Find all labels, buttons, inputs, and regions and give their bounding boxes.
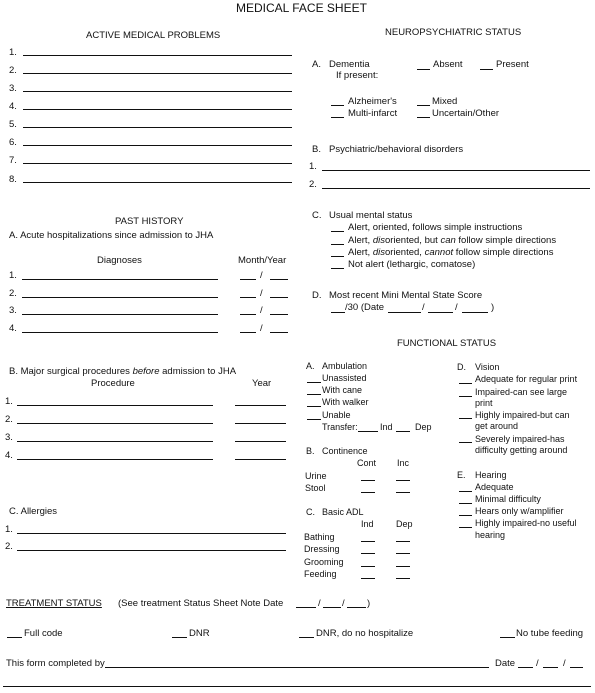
amb-walker-label: With walker bbox=[322, 397, 369, 407]
hearing-opt3-check[interactable] bbox=[459, 515, 472, 516]
active-problems-heading: ACTIVE MEDICAL PROBLEMS bbox=[86, 30, 221, 41]
mmse-letter: D. bbox=[312, 290, 322, 301]
hospitalizations-label: A. Acute hospitalizations since admission to JHA bbox=[9, 230, 214, 241]
present-label: Present bbox=[496, 59, 529, 70]
problem-number: 4. bbox=[9, 101, 17, 112]
dressing-dep-check[interactable] bbox=[396, 553, 410, 554]
inc-column-header: Inc bbox=[397, 458, 410, 468]
urine-cont-check[interactable] bbox=[361, 480, 375, 481]
row-number: 4. bbox=[9, 323, 17, 334]
stool-cont-check[interactable] bbox=[361, 492, 375, 493]
vision-opt3-label-cont: get around bbox=[475, 421, 519, 431]
problem-line-6[interactable] bbox=[23, 145, 292, 146]
mental-opt4-label: Not alert (lethargic, comatose) bbox=[348, 259, 476, 270]
procedure-line-3[interactable] bbox=[17, 441, 213, 442]
dnr-check[interactable] bbox=[172, 637, 187, 638]
hearing-opt1-check[interactable] bbox=[459, 491, 472, 492]
no-tube-feeding-check[interactable] bbox=[500, 637, 515, 638]
row-number: 2. bbox=[5, 414, 13, 425]
amb-unable-label: Unable bbox=[322, 410, 351, 420]
year-line-4[interactable] bbox=[270, 332, 288, 333]
hearing-opt2-label: Minimal difficulty bbox=[475, 494, 541, 504]
vision-opt3-check[interactable] bbox=[459, 418, 472, 419]
transfer-ind-label: Ind bbox=[380, 422, 393, 432]
surgery-year-line-1[interactable] bbox=[235, 405, 286, 406]
absent-check[interactable] bbox=[417, 69, 430, 70]
hearing-opt1-label: Adequate bbox=[475, 482, 514, 492]
treatment-month-field[interactable] bbox=[296, 607, 316, 608]
treatment-year-field[interactable] bbox=[347, 607, 366, 608]
close-paren: ) bbox=[367, 598, 371, 609]
year-line-2[interactable] bbox=[270, 297, 288, 298]
problem-number: 8. bbox=[9, 174, 17, 185]
month-line-4[interactable] bbox=[240, 332, 256, 333]
problem-number: 2. bbox=[9, 65, 17, 76]
transfer-dep-field[interactable] bbox=[396, 431, 410, 432]
footer-month-field[interactable] bbox=[518, 667, 533, 668]
allergy-number: 1. bbox=[5, 524, 13, 535]
vision-opt2-check[interactable] bbox=[459, 396, 472, 397]
mixed-label: Mixed bbox=[432, 96, 458, 107]
psych-line-1[interactable] bbox=[322, 170, 590, 171]
continence-label: Continence bbox=[322, 446, 368, 456]
grooming-dep-check[interactable] bbox=[396, 566, 410, 567]
completed-by-field[interactable] bbox=[105, 667, 489, 668]
procedure-line-2[interactable] bbox=[17, 423, 213, 424]
mental-opt4-check[interactable] bbox=[331, 268, 344, 269]
row-number: 3. bbox=[5, 432, 13, 443]
treatment-day-field[interactable] bbox=[323, 607, 341, 608]
row-number: 4. bbox=[5, 450, 13, 461]
mixed-check[interactable] bbox=[417, 105, 430, 106]
urine-inc-check[interactable] bbox=[396, 480, 410, 481]
absent-label: Absent bbox=[433, 59, 463, 70]
year-line-3[interactable] bbox=[270, 314, 288, 315]
problem-number: 5. bbox=[9, 119, 17, 130]
alzheimers-check[interactable] bbox=[331, 105, 344, 106]
month-line-1[interactable] bbox=[240, 279, 256, 280]
hearing-opt2-check[interactable] bbox=[459, 503, 472, 504]
mental-opt2-check[interactable] bbox=[331, 244, 344, 245]
feeding-dep-check[interactable] bbox=[396, 578, 410, 579]
if-present-label: If present: bbox=[336, 70, 379, 81]
mmse-day-field[interactable] bbox=[428, 312, 453, 313]
ambulation-letter: A. bbox=[306, 361, 315, 371]
allergy-number: 2. bbox=[5, 541, 13, 552]
mmse-year-field[interactable] bbox=[462, 312, 488, 313]
month-line-3[interactable] bbox=[240, 314, 256, 315]
completed-by-label: This form completed by bbox=[6, 658, 105, 669]
full-code-label: Full code bbox=[24, 628, 63, 639]
hearing-letter: E. bbox=[457, 470, 466, 480]
psych-line-2[interactable] bbox=[322, 188, 590, 189]
amb-unassisted-label: Unassisted bbox=[322, 373, 367, 383]
dementia-letter: A. bbox=[312, 59, 321, 70]
problem-number: 6. bbox=[9, 137, 17, 148]
vision-opt2-label-cont: print bbox=[475, 398, 493, 408]
present-check[interactable] bbox=[480, 69, 493, 70]
date-slash: / bbox=[422, 302, 425, 313]
past-history-heading: PAST HISTORY bbox=[115, 216, 184, 227]
page-title: MEDICAL FACE SHEET bbox=[236, 1, 367, 15]
problem-line-8[interactable] bbox=[23, 182, 292, 183]
continence-letter: B. bbox=[306, 446, 315, 456]
diagnoses-column-header: Diagnoses bbox=[97, 255, 142, 266]
hearing-opt4-check[interactable] bbox=[459, 527, 472, 528]
surgery-year-line-4[interactable] bbox=[235, 459, 286, 460]
date-slash: / bbox=[342, 598, 345, 609]
full-code-check[interactable] bbox=[7, 637, 22, 638]
adl-label: Basic ADL bbox=[322, 507, 364, 517]
diagnosis-line-1[interactable] bbox=[22, 279, 218, 280]
psych-label: Psychiatric/behavioral disorders bbox=[329, 144, 464, 155]
date-slash: / bbox=[260, 270, 263, 281]
adl-item-label: Feeding bbox=[304, 569, 337, 579]
neuro-heading: NEUROPSYCHIATRIC STATUS bbox=[385, 27, 522, 38]
adl-item-label: Grooming bbox=[304, 557, 344, 567]
vision-opt4-label-cont: difficulty getting around bbox=[475, 445, 568, 455]
problem-line-1[interactable] bbox=[23, 55, 292, 56]
vision-opt1-check[interactable] bbox=[459, 383, 472, 384]
diagnosis-line-2[interactable] bbox=[22, 297, 218, 298]
vision-letter: D. bbox=[457, 362, 466, 372]
date-slash: / bbox=[260, 305, 263, 316]
amb-transfer-label: Transfer: bbox=[322, 422, 358, 432]
dementia-label: Dementia bbox=[329, 59, 370, 70]
allergies-label: C. Allergies bbox=[9, 506, 58, 517]
amb-cane-label: With cane bbox=[322, 385, 363, 395]
surgery-year-line-3[interactable] bbox=[235, 441, 286, 442]
row-number: 2. bbox=[9, 288, 17, 299]
feeding-ind-check[interactable] bbox=[361, 578, 375, 579]
uncertain-check[interactable] bbox=[417, 117, 430, 118]
mental-status-letter: C. bbox=[312, 210, 322, 221]
hearing-opt4-label-cont: hearing bbox=[475, 530, 506, 540]
vision-label: Vision bbox=[475, 362, 500, 372]
dnr-no-hospitalize-label: DNR, do no hospitalize bbox=[316, 628, 414, 639]
multi-infarct-check[interactable] bbox=[331, 117, 344, 118]
mmse-month-field[interactable] bbox=[388, 312, 421, 313]
treatment-status-label: TREATMENT STATUS bbox=[6, 598, 102, 609]
mental-opt3-label: Alert, disoriented, cannot follow simple directions bbox=[348, 247, 554, 258]
surgical-label: B. Major surgical procedures before admission to JHA bbox=[9, 366, 237, 377]
amb-cane-check[interactable] bbox=[307, 394, 321, 395]
amb-unassisted-check[interactable] bbox=[307, 382, 321, 383]
problem-number: 7. bbox=[9, 155, 17, 166]
dnr-label: DNR bbox=[189, 628, 210, 639]
diagnosis-line-3[interactable] bbox=[22, 314, 218, 315]
problem-line-2[interactable] bbox=[23, 73, 292, 74]
transfer-dep-label: Dep bbox=[415, 422, 432, 432]
amb-walker-check[interactable] bbox=[307, 406, 321, 407]
bathing-dep-check[interactable] bbox=[396, 541, 410, 542]
year-column-header: Year bbox=[252, 378, 272, 389]
adl-ind-header: Ind bbox=[361, 519, 374, 529]
alzheimers-label: Alzheimer's bbox=[348, 96, 397, 107]
ambulation-label: Ambulation bbox=[322, 361, 368, 371]
allergy-line-1[interactable] bbox=[17, 533, 286, 534]
psych-letter: B. bbox=[312, 144, 321, 155]
procedure-column-header: Procedure bbox=[91, 378, 135, 389]
adl-item-label: Dressing bbox=[304, 544, 340, 554]
problem-line-5[interactable] bbox=[23, 127, 292, 128]
mental-opt2-label: Alert, disoriented, but can follow simple directions bbox=[348, 235, 557, 246]
mmse-score-suffix: /30 (Date bbox=[345, 302, 385, 313]
grooming-ind-check[interactable] bbox=[361, 566, 375, 567]
date-slash: / bbox=[260, 288, 263, 299]
problem-line-7[interactable] bbox=[23, 163, 292, 164]
problem-number: 1. bbox=[9, 47, 17, 58]
psych-number: 1. bbox=[309, 161, 317, 172]
stool-label: Stool bbox=[305, 483, 326, 493]
hearing-label: Hearing bbox=[475, 470, 507, 480]
allergy-line-2[interactable] bbox=[17, 550, 286, 551]
procedure-line-4[interactable] bbox=[17, 459, 213, 460]
dressing-ind-check[interactable] bbox=[361, 553, 375, 554]
footer-year-field[interactable] bbox=[570, 667, 583, 668]
date-slash: / bbox=[260, 323, 263, 334]
vision-opt3-label: Highly impaired-but can bbox=[475, 410, 570, 420]
mental-opt3-check[interactable] bbox=[331, 256, 344, 257]
month-line-2[interactable] bbox=[240, 297, 256, 298]
row-number: 1. bbox=[9, 270, 17, 281]
transfer-ind-field[interactable] bbox=[358, 431, 378, 432]
procedure-line-1[interactable] bbox=[17, 405, 213, 406]
close-paren: ) bbox=[491, 302, 495, 313]
mmse-label: Most recent Mini Mental State Score bbox=[329, 290, 483, 301]
date-slash: / bbox=[318, 598, 321, 609]
dnr-no-hospitalize-check[interactable] bbox=[299, 637, 314, 638]
functional-heading: FUNCTIONAL STATUS bbox=[397, 338, 497, 349]
adl-item-label: Bathing bbox=[304, 532, 335, 542]
date-slash: / bbox=[455, 302, 458, 313]
multi-infarct-label: Multi-infarct bbox=[348, 108, 398, 119]
mental-opt1-label: Alert, oriented, follows simple instructions bbox=[348, 222, 523, 233]
hearing-opt3-label: Hears only w/amplifier bbox=[475, 506, 564, 516]
mental-status-label: Usual mental status bbox=[329, 210, 413, 221]
year-line-1[interactable] bbox=[270, 279, 288, 280]
row-number: 3. bbox=[9, 305, 17, 316]
row-number: 1. bbox=[5, 396, 13, 407]
mental-opt1-check[interactable] bbox=[331, 231, 344, 232]
vision-opt4-label: Severely impaired-has bbox=[475, 434, 565, 444]
uncertain-label: Uncertain/Other bbox=[432, 108, 500, 119]
stool-inc-check[interactable] bbox=[396, 492, 410, 493]
adl-dep-header: Dep bbox=[396, 519, 413, 529]
month-year-column-header: Month/Year bbox=[238, 255, 287, 266]
diagnosis-line-4[interactable] bbox=[22, 332, 218, 333]
vision-opt1-label: Adequate for regular print bbox=[475, 374, 578, 384]
bathing-ind-check[interactable] bbox=[361, 541, 375, 542]
date-slash: / bbox=[563, 658, 566, 669]
hearing-opt4-label: Highly impaired-no useful bbox=[475, 518, 577, 528]
footer-date-label: Date bbox=[495, 658, 516, 669]
cont-column-header: Cont bbox=[357, 458, 377, 468]
psych-number: 2. bbox=[309, 179, 317, 190]
date-slash: / bbox=[536, 658, 539, 669]
adl-letter: C. bbox=[306, 507, 315, 517]
mmse-score-field[interactable] bbox=[331, 312, 345, 313]
vision-opt4-check[interactable] bbox=[459, 442, 472, 443]
vision-opt2-label: Impaired-can see large bbox=[475, 387, 568, 397]
problem-line-4[interactable] bbox=[23, 109, 292, 110]
amb-unable-check[interactable] bbox=[307, 419, 321, 420]
surgery-year-line-2[interactable] bbox=[235, 423, 286, 424]
bottom-rule bbox=[3, 686, 591, 687]
treatment-note-label: (See treatment Status Sheet Note Date bbox=[118, 598, 284, 609]
urine-label: Urine bbox=[305, 471, 327, 481]
problem-number: 3. bbox=[9, 83, 17, 94]
problem-line-3[interactable] bbox=[23, 91, 292, 92]
no-tube-feeding-label: No tube feeding bbox=[516, 628, 584, 639]
footer-day-field[interactable] bbox=[543, 667, 558, 668]
